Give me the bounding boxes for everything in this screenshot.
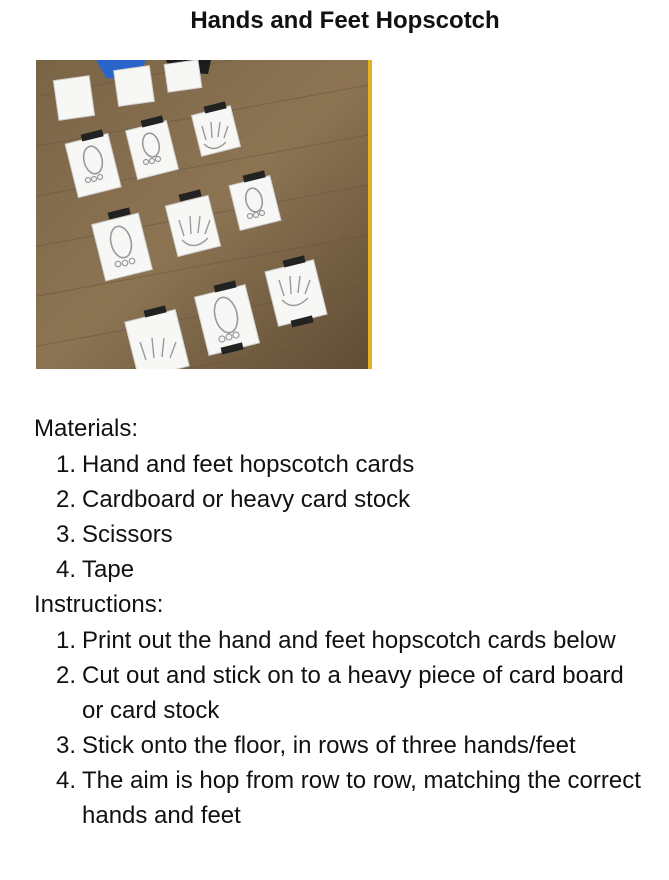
list-text: Scissors bbox=[82, 521, 173, 548]
page-title: Hands and Feet Hopscotch bbox=[190, 7, 500, 34]
list-item bbox=[0, 552, 642, 587]
list-item bbox=[0, 623, 642, 658]
list-text: Hand and feet hopscotch cards bbox=[82, 451, 415, 478]
list-item bbox=[0, 763, 642, 833]
list-text: Stick onto the floor, in rows of three hands/feet bbox=[82, 732, 576, 759]
list-item bbox=[0, 728, 642, 763]
list-item bbox=[0, 447, 642, 482]
list-item bbox=[0, 482, 642, 517]
list-number: 2. bbox=[56, 486, 77, 513]
materials-list bbox=[0, 447, 642, 587]
list-number: 4. bbox=[56, 767, 77, 794]
instructions-heading: Instructions: bbox=[34, 591, 164, 618]
list-number: 3. bbox=[56, 521, 77, 548]
materials-heading: Materials: bbox=[34, 415, 139, 442]
list-number: 2. bbox=[56, 662, 77, 689]
list-number: 1. bbox=[56, 627, 77, 654]
instructions-list bbox=[0, 623, 642, 833]
list-number: 4. bbox=[56, 556, 77, 583]
list-number: 1. bbox=[56, 451, 77, 478]
list-item bbox=[0, 658, 642, 728]
list-item bbox=[0, 517, 642, 552]
list-text: Tape bbox=[82, 556, 135, 583]
hopscotch-photo bbox=[36, 60, 372, 369]
list-text: Cardboard or heavy card stock bbox=[82, 486, 411, 513]
list-text: Cut out and stick on to a heavy piece of card board or card stock bbox=[82, 662, 624, 724]
list-number: 3. bbox=[56, 732, 77, 759]
list-text: The aim is hop from row to row, matching the correct hands and feet bbox=[82, 767, 641, 829]
list-text: Print out the hand and feet hopscotch cards below bbox=[82, 627, 616, 654]
